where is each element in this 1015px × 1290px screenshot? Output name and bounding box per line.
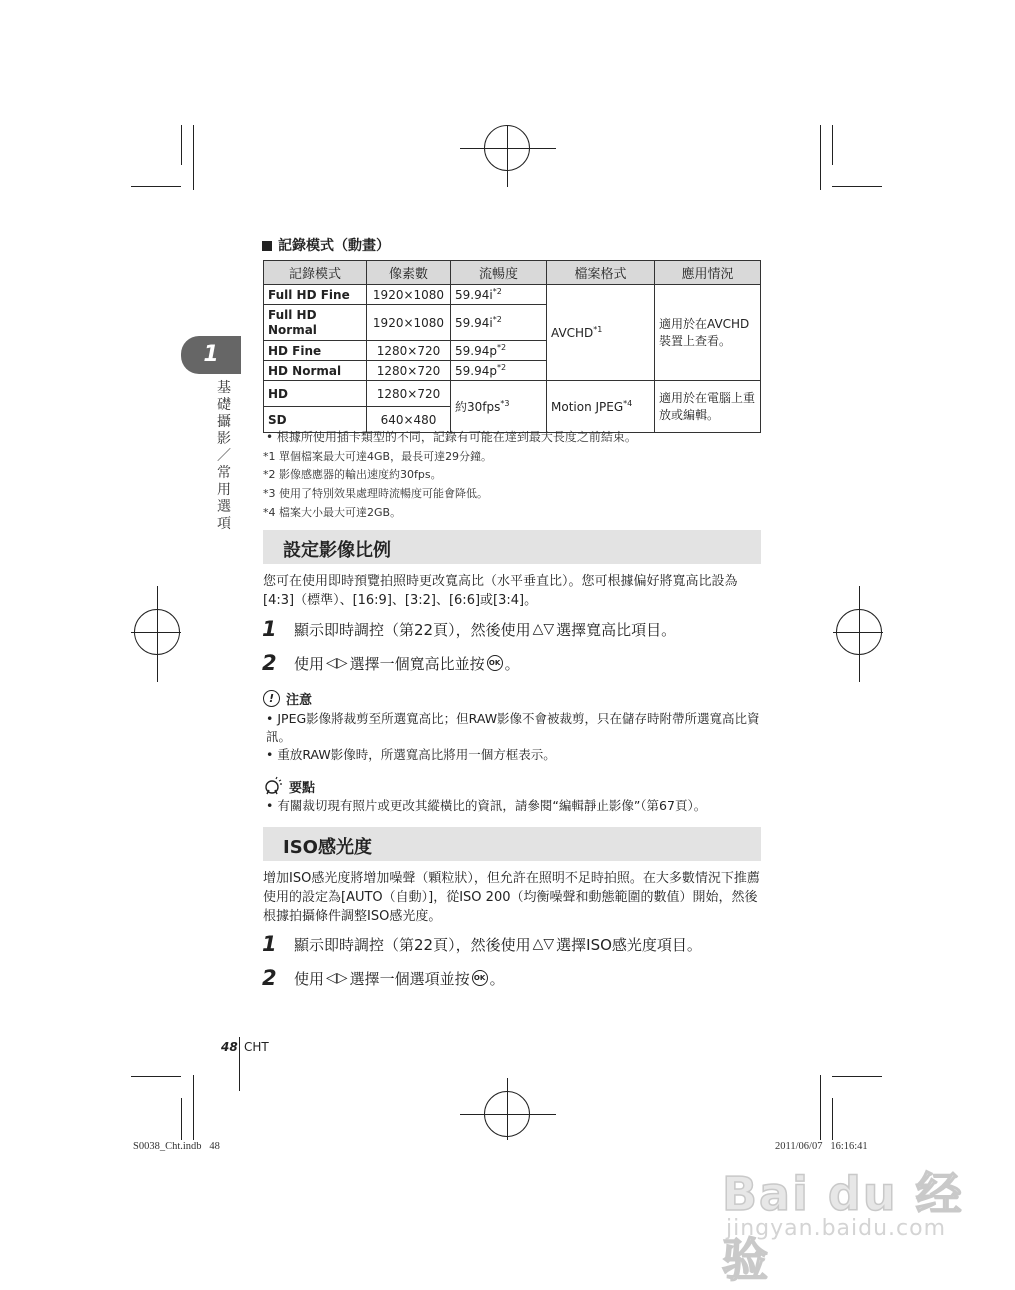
- crop-mark: [131, 186, 181, 187]
- fps-cell: $59.94i^{*2}$: [451, 285, 547, 305]
- up-down-triangle-icon: △▽: [532, 621, 555, 637]
- crop-mark: [832, 125, 833, 165]
- tips-item: • 有關裁切現有照片或更改其縱橫比的資訊，請參閱“編輯靜止影像”（第67頁）。: [266, 798, 707, 813]
- step-text: 選擇ISO感光度項目。: [556, 935, 702, 954]
- tips-heading: [263, 776, 315, 796]
- step-text: 顯示即時調控（第22頁），然後使用: [294, 935, 531, 954]
- chapter-title-vertical: 基礎攝影／常用選項: [217, 380, 231, 532]
- table-header: 應用情況: [655, 261, 761, 285]
- table-header: 像素數: [367, 261, 451, 285]
- crop-mark: [193, 125, 194, 190]
- mode-cell: SD: [264, 407, 367, 433]
- pixels-cell: 1280×720: [367, 381, 451, 407]
- table-header: 流暢度: [451, 261, 547, 285]
- crop-mark: [181, 125, 182, 165]
- use-cell-mjpeg: 適用於在電腦上重放或編輯。: [655, 381, 761, 433]
- table-header: 檔案格式: [547, 261, 655, 285]
- step-number: 1: [262, 932, 277, 956]
- crop-mark: [832, 1076, 882, 1077]
- fps-cell: $59.94p^{*2}$: [451, 341, 547, 361]
- step-text: 使用: [294, 969, 325, 988]
- aspect-intro: 您可在使用即時預覽拍照時更改寬高比（水平垂直比）。您可根據偏好將寬高比設為[4:3]（標準）、[16:9]、[3:2]、[6:6]或[3:4]。: [263, 574, 738, 608]
- ok-button-icon: OK: [487, 655, 503, 671]
- page-language: CHT: [244, 1040, 269, 1054]
- caution-heading: [263, 689, 312, 708]
- table-row: [264, 381, 761, 407]
- iso-section-band: [263, 827, 761, 861]
- print-slug-left: S0038_Cht.indb 48: [133, 1141, 220, 1152]
- square-bullet-icon: [262, 241, 272, 251]
- iso-section-title: ISO感光度: [283, 837, 372, 858]
- step-text: 選擇一個寬高比並按: [349, 654, 485, 673]
- step-text: 。: [504, 654, 520, 673]
- iso-step-2: [262, 966, 505, 990]
- table-header: 記錄模式: [264, 261, 367, 285]
- use-cell-avchd: 適用於在AVCHD裝置上查看。: [655, 285, 761, 381]
- left-right-triangle-icon: ◁▷: [326, 655, 348, 671]
- aspect-step-1: [262, 617, 676, 641]
- recording-mode-heading: [262, 235, 390, 255]
- caution-icon: !: [263, 690, 280, 707]
- crop-mark: [832, 1098, 833, 1140]
- step-text: 選擇一個選項並按: [349, 969, 470, 988]
- watermark-logo: Bai du 经验: [722, 1167, 964, 1287]
- aspect-section-band: [263, 530, 761, 564]
- pixels-cell: 1280×720: [367, 341, 451, 361]
- page-number: 48: [221, 1040, 238, 1054]
- recording-mode-heading-text: 記錄模式（動畫）: [278, 238, 390, 254]
- format-cell-avchd: AVCHD$^{*1}$: [547, 285, 655, 381]
- caution-item: • 重放RAW影像時，所選寬高比將用一個方框表示。: [266, 747, 556, 762]
- step-text: 。: [489, 969, 505, 988]
- up-down-triangle-icon: △▽: [532, 936, 555, 952]
- mode-cell: Full HD Normal: [264, 305, 367, 341]
- caution-title: 注意: [286, 693, 313, 708]
- aspect-step-2: [262, 651, 520, 675]
- crop-mark: [181, 1098, 182, 1140]
- table-note: *4 檔案大小最大可達2GB。: [263, 506, 402, 519]
- left-right-triangle-icon: ◁▷: [326, 970, 348, 986]
- recording-mode-table: [263, 260, 761, 433]
- mode-cell: HD Normal: [264, 361, 367, 381]
- step-text: 選擇寬高比項目。: [556, 620, 677, 639]
- mode-cell: HD: [264, 381, 367, 407]
- pixels-cell: 1920×1080: [367, 305, 451, 341]
- step-text: 顯示即時調控（第22頁），然後使用: [294, 620, 531, 639]
- crop-mark: [832, 186, 882, 187]
- pixels-cell: 640×480: [367, 407, 451, 433]
- table-note: *3 使用了特別效果處理時流暢度可能會降低。: [263, 487, 488, 500]
- caution-item: • JPEG影像將裁剪至所選寬高比；但RAW影像不會被裁剪，只在儲存時附帶所選寬高比資訊。: [266, 711, 760, 744]
- tips-title: 要點: [289, 780, 316, 796]
- fps-cell: $59.94i^{*2}$: [451, 305, 547, 341]
- print-slug-right: 2011/06/07 16:16:41: [775, 1141, 868, 1152]
- step-number: 2: [262, 966, 277, 990]
- iso-intro: 增加ISO感光度將增加噪聲（顆粒狀），但允許在照明不足時拍照。在大多數情況下推薦使用的設定為[AUTO（自動）]，從ISO 200（均衡噪聲和動態範圍的數值）開始，然後根據拍攝條件調整ISO感光度。: [263, 871, 760, 924]
- tips-icon: [263, 776, 283, 796]
- step-number: 2: [262, 651, 277, 675]
- crop-mark: [820, 1075, 821, 1140]
- iso-step-1: [262, 932, 702, 956]
- table-note: • 根據所使用插卡類型的不同，記錄有可能在達到最大長度之前結束。: [266, 430, 637, 444]
- watermark-url: jingyan.baidu.com: [726, 1216, 947, 1241]
- fps-cell-low: 約30fps$^{*3}$: [451, 381, 547, 433]
- crop-mark: [193, 1075, 194, 1140]
- step-number: 1: [262, 617, 277, 641]
- fps-cell: $59.94p^{*2}$: [451, 361, 547, 381]
- pixels-cell: 1280×720: [367, 361, 451, 381]
- step-text: 使用: [294, 654, 325, 673]
- format-cell-mjpeg: Motion JPEG$^{*4}$: [547, 381, 655, 433]
- pixels-cell: 1920×1080: [367, 285, 451, 305]
- table-header-row: [264, 261, 761, 285]
- page-number-divider: [239, 1037, 240, 1091]
- ok-button-icon: OK: [472, 970, 488, 986]
- table-row: [264, 285, 761, 305]
- crop-mark: [820, 125, 821, 190]
- aspect-section-title: 設定影像比例: [283, 540, 391, 561]
- mode-cell: HD Fine: [264, 341, 367, 361]
- crop-mark: [131, 1076, 181, 1077]
- baidu-watermark: [722, 1158, 972, 1287]
- table-note: *1 單個檔案最大可達4GB，最長可達29分鐘。: [263, 450, 493, 463]
- chapter-number-tab: 1: [181, 336, 241, 374]
- table-note: *2 影像感應器的輸出速度約30fps。: [263, 468, 442, 481]
- mode-cell: Full HD Fine: [264, 285, 367, 305]
